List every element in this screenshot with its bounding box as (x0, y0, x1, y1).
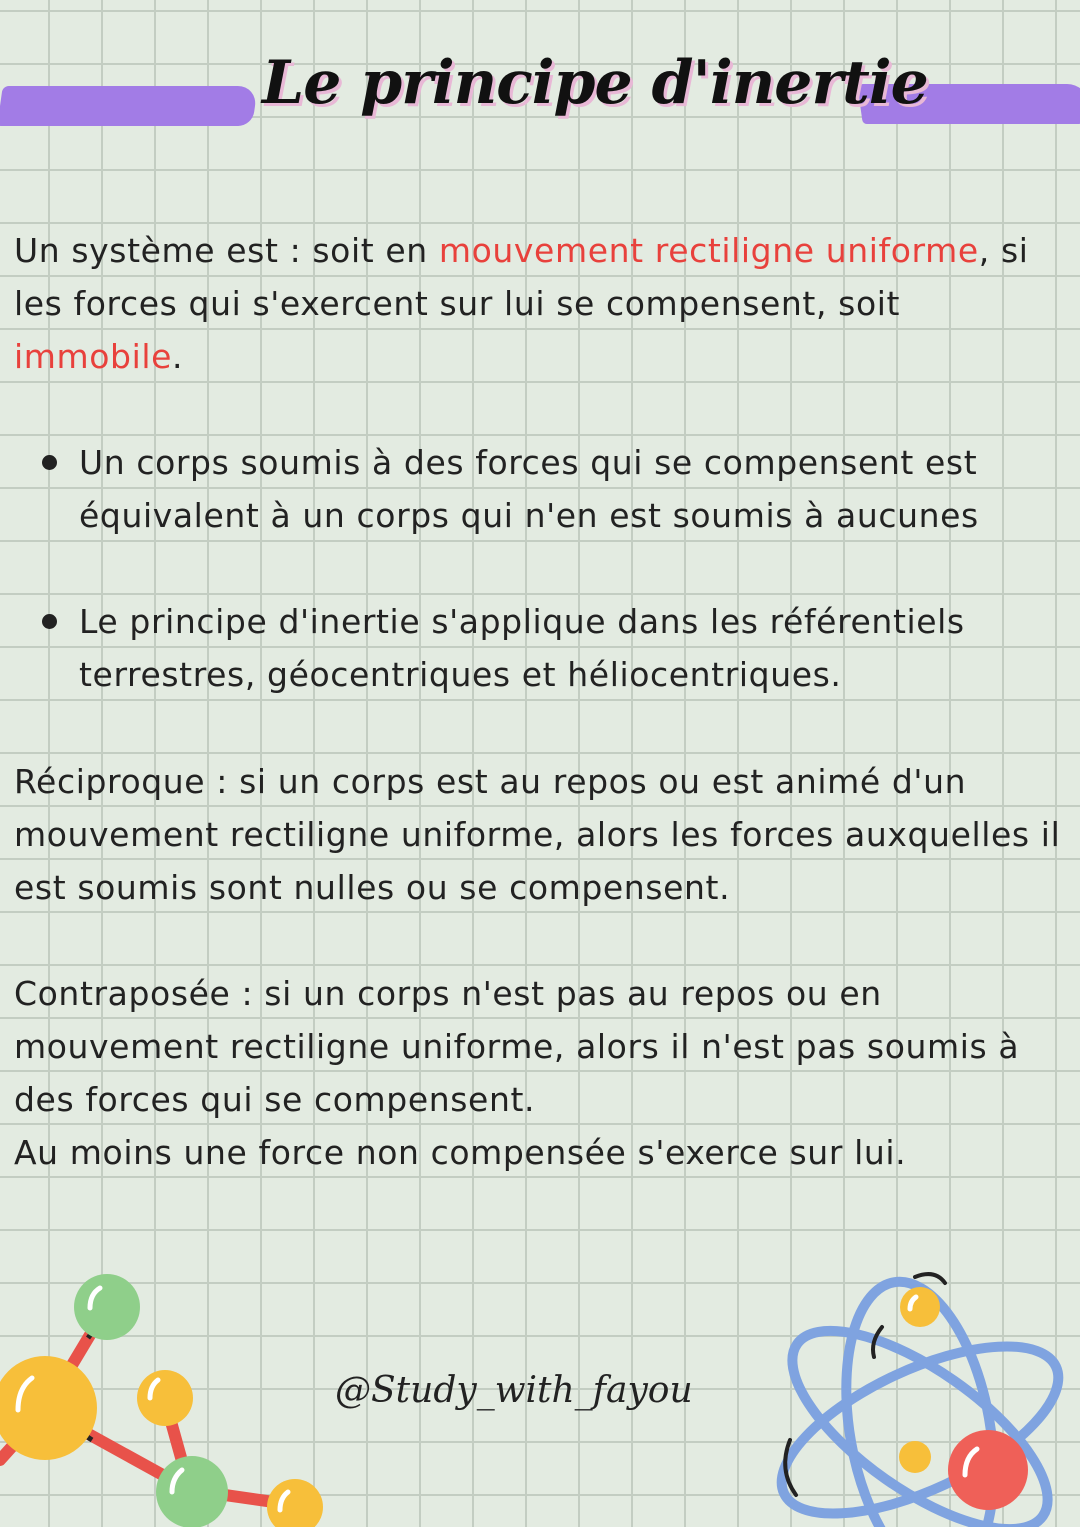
bullet-list (0, 436, 1070, 701)
intro-text-start: Un système est : soit en (14, 231, 439, 270)
reciproque-paragraph: Réciproque : si un corps est au repos ou est animé d'un mouvement rectiligne uniforme, alors les forces auxquelles il est soumis sont nulles ou se compensent. (14, 762, 1061, 907)
atom-icon (760, 1265, 1080, 1527)
list-item (0, 436, 1070, 542)
intro-text-middle: , si les forces qui s'exercent sur lui se compensent, soit (14, 231, 1029, 323)
list-item (0, 595, 1070, 701)
highlight-mouvement: mouvement rectiligne uniforme (438, 231, 979, 270)
bullet-text: Le principe d'inertie s'applique dans les référentiels terrestres, géocentriques et héliocentriques. (79, 602, 965, 694)
bullet-text: Un corps soumis à des forces qui se compensent est équivalent à un corps qui n'en est soumis à aucunes (79, 443, 979, 535)
contraposee-section (14, 967, 1064, 1179)
contraposee-paragraph: Contraposée : si un corps n'est pas au repos ou en mouvement rectiligne uniforme, alors il n'est pas soumis à des forces qui se compensent. (14, 974, 1020, 1119)
page-title: Le principe d'inertie (262, 48, 928, 118)
title-brush-left (0, 86, 258, 126)
intro-paragraph (14, 224, 1064, 383)
bullet-dot-icon (42, 455, 57, 470)
molecule-icon (0, 1260, 330, 1527)
highlight-immobile: immobile (14, 337, 173, 376)
contraposee-conclusion: Au moins une force non compensée s'exerce sur lui. (14, 1133, 907, 1172)
author-signature: @Study_with_fayou (335, 1370, 693, 1411)
bullet-dot-icon (42, 614, 57, 629)
intro-text-end: . (172, 337, 184, 376)
